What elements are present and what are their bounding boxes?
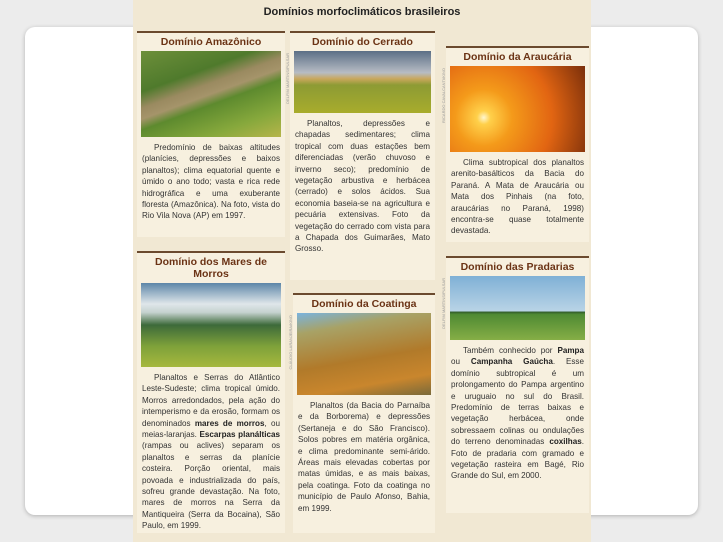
box-cerrado xyxy=(285,31,435,280)
box-text xyxy=(451,345,584,482)
bold-term: coxilhas xyxy=(549,437,582,447)
text: . Esse domínio subtropical é um prolongamento do Pampa argentino e uruguaio no sul do Brasil. Predomínio de terras baixas e vegetação herbácea, onde sobressaem colinas ou ondulações do terreno denominadas xyxy=(451,357,584,447)
photo-credit: DELFIM MARTINS/PULSAR xyxy=(285,53,290,104)
bold-term: Pampa xyxy=(557,346,584,355)
photo-amazon-river xyxy=(141,51,281,137)
text: Também conhecido por xyxy=(463,346,558,355)
page-title: Domínios morfoclimáticos brasileiros xyxy=(263,6,461,18)
box-text: Planaltos, depressões e chapadas sedimentares; clima tropical com duas estações bem diferenciadas (verão chuvoso e inverno seco); predomínio de vegetação arbustiva e herbácea (cerrado) e solos ácidos. Sua economia baseia-se na agricultura e pecuária extensivas. Foto da vegetação do cerrado com vista para a Chapada dos Guimarães, Mato Grosso. xyxy=(295,119,430,254)
bold-term: mares de morros xyxy=(194,418,265,428)
text: (rampas ou aclives) separam os planaltos e serras da planície costeira. Porção oriental, mais povoada e industrializada do país, sofreu grande devastação. Na foto, mares de morros na Serra da Mantiqueira (Serra da Bocaina), São Paulo, em 1999. xyxy=(142,441,280,531)
box-title: Domínio da Coatinga xyxy=(311,298,417,310)
box-mares-de-morros xyxy=(137,251,285,533)
textbook-page xyxy=(133,0,591,542)
text: ou xyxy=(451,357,471,367)
photo-pradarias xyxy=(441,276,585,340)
box-coatinga xyxy=(288,293,435,533)
text: , ou meias-laranjas. xyxy=(142,418,280,440)
text: Planaltos e Serras do Atlântico Leste-Sudeste; clima tropical úmido. Morros arredondados, pela ação do intemperismo e da erosão, formam os denominados xyxy=(142,373,280,428)
box-title: Domínio dos Mares de Morros xyxy=(154,256,268,280)
photo-credit: RICARDO CAVALCANTI/KINO xyxy=(441,68,446,123)
box-title: Domínio Amazônico xyxy=(160,36,262,48)
photo-araucaria-sunset xyxy=(441,66,585,152)
box-text xyxy=(142,372,280,532)
box-title: Domínio do Cerrado xyxy=(312,36,413,48)
box-title: Domínio das Pradarias xyxy=(460,261,575,273)
box-amazonico xyxy=(137,31,285,237)
bold-term: Escarpas planálticas xyxy=(199,430,280,440)
box-text: Planaltos (da Bacia do Parnaíba e da Borborema) e depressões (Sertaneja e do São Francisco). Solos pobres em matéria orgânica, e clima predominante semi-árido. Áreas mais elevadas cobertas por matas úmidas, e as mais baixas, pela coatinga. Foto da coatinga no município de Paulo Afonso, Bahia, em 1999. xyxy=(298,401,430,513)
box-text: Clima subtropical dos planaltos arenito-basálticos da Bacia do Paraná. A Mata de Araucária ou Mata dos Pinhais (na foto, araucárias no Paraná, 1998) encontra-se quase totalmente devastada. xyxy=(451,158,584,236)
box-title: Domínio da Araucária xyxy=(463,51,572,63)
text: . Foto de pradaria com gramado e vegetação rasteira em Bagé, Rio Grande do Sul, em 2000. xyxy=(451,437,584,481)
photo-coatinga xyxy=(288,313,431,395)
box-pradarias xyxy=(441,256,589,513)
photo-mares-de-morros xyxy=(141,283,281,367)
box-araucaria xyxy=(441,46,589,242)
photo-credit: CLÁUDIO LARANJEIRA/KINO xyxy=(288,315,293,370)
photo-cerrado xyxy=(285,51,431,113)
photo-credit: DELFIM MARTINS/PULSAR xyxy=(441,278,446,329)
bold-term: Campanha Gaúcha xyxy=(470,357,553,367)
box-text: Predomínio de baixas altitudes (planícies, depressões e baixos planaltos); clima equatorial quente e úmido o ano todo; vasta e rica rede hidrográfica e uma exuberante floresta (Amazônica). Na foto, vista do Rio Vila Nova (AP) em 1997. xyxy=(142,143,280,221)
